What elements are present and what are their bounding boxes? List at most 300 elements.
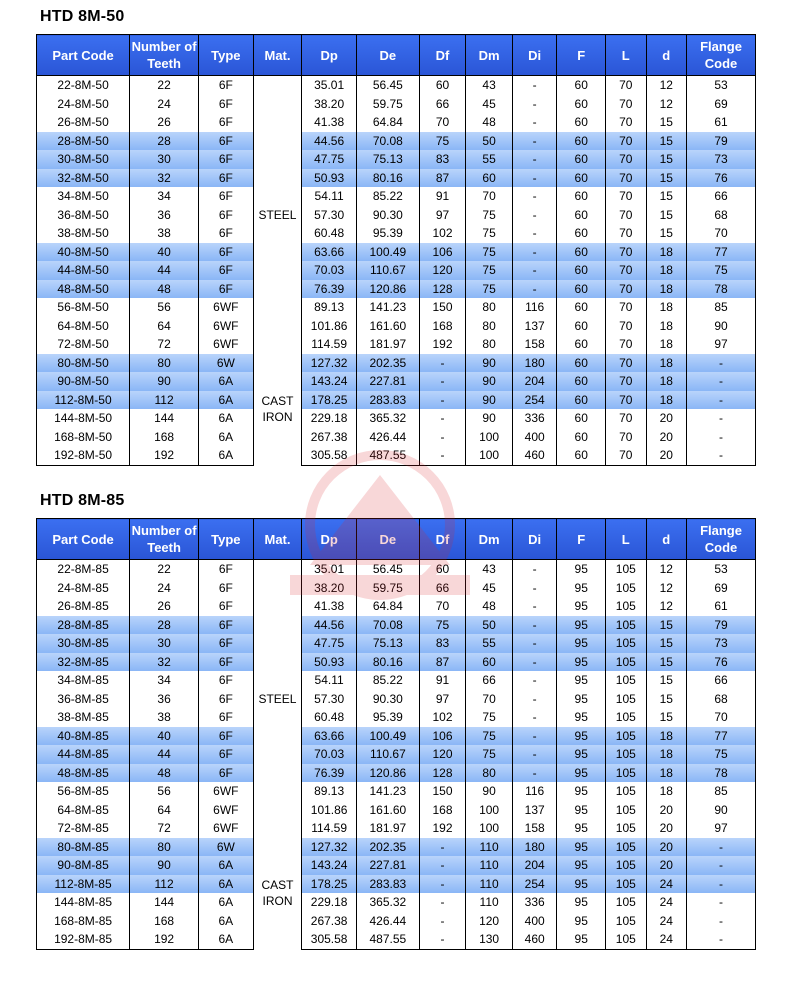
cell: 192 [419,335,466,354]
cell: 6A [199,893,254,912]
cell: 6F [199,206,254,225]
cell: 66 [466,671,513,690]
table-row [37,856,756,875]
cell: 59.75 [356,579,419,598]
table-row [37,446,756,465]
cell: 6F [199,745,254,764]
cell: - [512,671,557,690]
cell: - [512,224,557,243]
cell: 44 [130,261,199,280]
cell: 60 [557,206,606,225]
cell: 283.83 [356,875,419,894]
cell: 61 [687,113,756,132]
cell: 85.22 [356,187,419,206]
column-header: Type [199,519,254,560]
cell: 30 [130,634,199,653]
cell: 90 [466,391,513,410]
cell: 45 [466,579,513,598]
cell: 26-8M-50 [37,113,130,132]
cell: 60 [557,243,606,262]
cell: 28 [130,616,199,635]
cell: 79 [687,132,756,151]
cell: 50 [466,616,513,635]
cell: 75 [419,132,466,151]
cell: 85.22 [356,671,419,690]
cell: 137 [512,801,557,820]
cell: 60.48 [302,708,357,727]
cell: 38-8M-50 [37,224,130,243]
cell: 76.39 [302,764,357,783]
table-row [37,671,756,690]
cell: 100 [466,446,513,465]
cell: 63.66 [302,243,357,262]
cell: 38.20 [302,579,357,598]
cell: - [512,634,557,653]
cell: 60 [557,132,606,151]
cell: 95 [557,764,606,783]
cell: 66 [419,95,466,114]
cell: 100 [466,819,513,838]
cell: 105 [606,708,647,727]
cell: 101.86 [302,317,357,336]
cell: 95 [557,801,606,820]
cell: 168-8M-85 [37,912,130,931]
cell: - [687,893,756,912]
cell: 91 [419,187,466,206]
cell: 44.56 [302,132,357,151]
column-header: F [557,35,606,76]
cell: 161.60 [356,317,419,336]
cell: - [512,261,557,280]
cell: 102 [419,224,466,243]
cell: 95 [557,745,606,764]
cell: 18 [646,317,687,336]
cell: 66 [419,579,466,598]
cell: - [419,446,466,465]
cell: 400 [512,428,557,447]
cell: 34-8M-50 [37,187,130,206]
cell: 53 [687,76,756,95]
cell: 60 [557,428,606,447]
cell: 105 [606,764,647,783]
column-header: Dp [302,519,357,560]
table-row [37,428,756,447]
cell: 110 [466,875,513,894]
cell: 20 [646,838,687,857]
cell: 38.20 [302,95,357,114]
cell: 40-8M-50 [37,243,130,262]
cell: 70 [606,409,647,428]
cell: 15 [646,150,687,169]
cell: 130 [466,930,513,949]
cell: 24 [130,95,199,114]
cell: 6WF [199,819,254,838]
cell: 83 [419,634,466,653]
cell: 20 [646,856,687,875]
cell: 70 [606,132,647,151]
table-row [37,838,756,857]
cell: 38 [130,708,199,727]
cell: - [512,579,557,598]
cell: 6F [199,597,254,616]
cell: 60 [557,261,606,280]
cell: - [512,708,557,727]
cell: 6F [199,764,254,783]
cell: 6WF [199,298,254,317]
table-title: HTD 8M-50 [40,8,125,25]
cell: 283.83 [356,391,419,410]
cell: - [419,875,466,894]
cell: 26 [130,597,199,616]
cell: 43 [466,76,513,95]
cell: 70.03 [302,745,357,764]
cell: 158 [512,819,557,838]
cell: 61 [687,597,756,616]
header-row [37,519,756,560]
cell: 15 [646,690,687,709]
cell: 105 [606,782,647,801]
cell: 60 [557,224,606,243]
cell: - [512,280,557,299]
cell: 90 [466,782,513,801]
cell: 6F [199,653,254,672]
cell: 229.18 [302,409,357,428]
cell: 54.11 [302,671,357,690]
cell: 70 [606,243,647,262]
cell: 100 [466,428,513,447]
cell: 70 [419,597,466,616]
table-row [37,634,756,653]
cell: 75 [687,745,756,764]
cell: 90 [466,354,513,373]
cell: 6A [199,446,254,465]
cell: 78 [687,280,756,299]
cell: 105 [606,856,647,875]
cell: 180 [512,838,557,857]
cell: 110 [466,856,513,875]
cell: - [512,653,557,672]
cell: 192 [419,819,466,838]
cell: 60 [557,95,606,114]
table-row [37,132,756,151]
cell: 70 [466,690,513,709]
cell: - [512,560,557,579]
cell: 55 [466,150,513,169]
cell: 227.81 [356,856,419,875]
cell: 15 [646,653,687,672]
material-cell [253,838,302,950]
cell: 15 [646,224,687,243]
cell: 44.56 [302,616,357,635]
cell: 95 [557,708,606,727]
cell: - [419,391,466,410]
table-row [37,616,756,635]
cell: 28-8M-85 [37,616,130,635]
cell: 6F [199,95,254,114]
cell: 105 [606,560,647,579]
cell: - [512,132,557,151]
cell: 48 [130,764,199,783]
cell: 6A [199,428,254,447]
table-row [37,113,756,132]
cell: - [512,187,557,206]
cell: 105 [606,690,647,709]
cell: 60 [466,653,513,672]
table-row [37,224,756,243]
column-header: Dm [466,35,513,76]
cell: 365.32 [356,893,419,912]
cell: 18 [646,354,687,373]
cell: 120 [466,912,513,931]
cell: 6WF [199,335,254,354]
cell: 120.86 [356,764,419,783]
cell: 120 [419,261,466,280]
cell: - [687,930,756,949]
cell: 70.08 [356,132,419,151]
cell: 89.13 [302,782,357,801]
cell: 95 [557,727,606,746]
cell: 54.11 [302,187,357,206]
cell: 116 [512,298,557,317]
cell: 105 [606,745,647,764]
cell: 105 [606,838,647,857]
cell: 95 [557,930,606,949]
cell: 64.84 [356,113,419,132]
cell: 336 [512,409,557,428]
cell: 6F [199,671,254,690]
spec-table-8m-85 [36,518,756,950]
cell: 192-8M-85 [37,930,130,949]
cell: 76.39 [302,280,357,299]
cell: 112-8M-50 [37,391,130,410]
cell: 90-8M-50 [37,372,130,391]
cell: 64-8M-85 [37,801,130,820]
cell: 70 [606,150,647,169]
cell: 85 [687,782,756,801]
cell: 70 [606,113,647,132]
cell: 91 [419,671,466,690]
cell: 106 [419,243,466,262]
cell: 105 [606,930,647,949]
cell: 47.75 [302,634,357,653]
cell: 24-8M-50 [37,95,130,114]
cell: 60 [557,335,606,354]
cell: 22-8M-85 [37,560,130,579]
cell: - [687,391,756,410]
column-header: F [557,519,606,560]
column-header: De [356,35,419,76]
cell: 95 [557,782,606,801]
cell: 41.38 [302,597,357,616]
cell: 75 [466,206,513,225]
cell: 97 [419,206,466,225]
cell: 192-8M-50 [37,446,130,465]
cell: 6F [199,261,254,280]
cell: 144-8M-50 [37,409,130,428]
cell: 6A [199,391,254,410]
cell: 75 [466,727,513,746]
cell: 18 [646,298,687,317]
cell: 12 [646,76,687,95]
cell: 6A [199,875,254,894]
cell: 105 [606,819,647,838]
cell: 112 [130,875,199,894]
cell: 426.44 [356,912,419,931]
cell: 6A [199,856,254,875]
cell: 75 [419,616,466,635]
cell: 105 [606,801,647,820]
cell: 6WF [199,801,254,820]
table-row [37,372,756,391]
table-row [37,930,756,949]
cell: 90 [130,372,199,391]
cell: 80 [130,354,199,373]
cell: 60 [419,560,466,579]
cell: 75 [466,280,513,299]
cell: 95 [557,560,606,579]
cell: 95 [557,893,606,912]
cell: 90-8M-85 [37,856,130,875]
cell: 60 [557,446,606,465]
cell: 95 [557,875,606,894]
cell: 105 [606,634,647,653]
cell: 63.66 [302,727,357,746]
cell: - [419,912,466,931]
cell: 127.32 [302,354,357,373]
cell: 32-8M-85 [37,653,130,672]
cell: 150 [419,782,466,801]
cell: 6F [199,616,254,635]
cell: 6F [199,579,254,598]
cell: 66 [687,187,756,206]
cell: 24 [646,912,687,931]
cell: 80-8M-85 [37,838,130,857]
cell: 105 [606,671,647,690]
cell: 56-8M-50 [37,298,130,317]
cell: 128 [419,280,466,299]
cell: 15 [646,187,687,206]
cell: 85 [687,298,756,317]
cell: 95.39 [356,224,419,243]
cell: 105 [606,579,647,598]
table-row [37,727,756,746]
cell: 487.55 [356,446,419,465]
table-row [37,187,756,206]
cell: 204 [512,372,557,391]
cell: 137 [512,317,557,336]
cell: 70 [606,354,647,373]
cell: 77 [687,243,756,262]
cell: 57.30 [302,206,357,225]
cell: 60 [557,409,606,428]
cell: 70 [606,206,647,225]
cell: 70 [606,95,647,114]
cell: 15 [646,169,687,188]
cell: 70 [606,335,647,354]
cell: 6F [199,224,254,243]
cell: 254 [512,391,557,410]
cell: 30-8M-50 [37,150,130,169]
material-cell [253,560,302,838]
cell: 40 [130,243,199,262]
cell: 80 [466,298,513,317]
cell: 34-8M-85 [37,671,130,690]
cell: 6F [199,169,254,188]
cell: 202.35 [356,838,419,857]
cell: 48 [130,280,199,299]
cell: 87 [419,653,466,672]
cell: 70 [687,708,756,727]
cell: 60 [466,169,513,188]
cell: 56.45 [356,560,419,579]
cell: 77 [687,727,756,746]
cell: 6F [199,560,254,579]
cell: 12 [646,597,687,616]
cell: 70 [606,224,647,243]
table-row [37,206,756,225]
cell: 55 [466,634,513,653]
table-row [37,875,756,894]
table-row [37,261,756,280]
cell: - [512,243,557,262]
table-row [37,169,756,188]
cell: - [512,169,557,188]
cell: 127.32 [302,838,357,857]
cell: 34 [130,671,199,690]
cell: 70 [466,187,513,206]
cell: 18 [646,727,687,746]
cell: 38-8M-85 [37,708,130,727]
table-row [37,354,756,373]
cell: 95 [557,690,606,709]
material-cell [253,354,302,466]
cell: 70 [687,224,756,243]
column-header: De [356,519,419,560]
cell: - [512,764,557,783]
cell: 60 [557,280,606,299]
cell: 12 [646,579,687,598]
column-header: Mat. [253,35,302,76]
cell: 101.86 [302,801,357,820]
table-row [37,782,756,801]
column-header: d [646,519,687,560]
cell: 192 [130,446,199,465]
cell: 105 [606,912,647,931]
cell: 79 [687,616,756,635]
cell: 43 [466,560,513,579]
cell: 6F [199,690,254,709]
cell: 95 [557,819,606,838]
cell: - [512,616,557,635]
cell: 227.81 [356,372,419,391]
table-title: HTD 8M-85 [40,492,125,509]
cell: 20 [646,819,687,838]
cell: 110 [466,838,513,857]
cell: 144-8M-85 [37,893,130,912]
cell: 400 [512,912,557,931]
cell: 60 [557,76,606,95]
cell: - [512,113,557,132]
cell: 95 [557,579,606,598]
cell: 75.13 [356,634,419,653]
cell: 70 [606,261,647,280]
cell: 36 [130,206,199,225]
cell: 168 [130,428,199,447]
cell: 60 [419,76,466,95]
cell: - [419,372,466,391]
table-row [37,560,756,579]
cell: 68 [687,690,756,709]
